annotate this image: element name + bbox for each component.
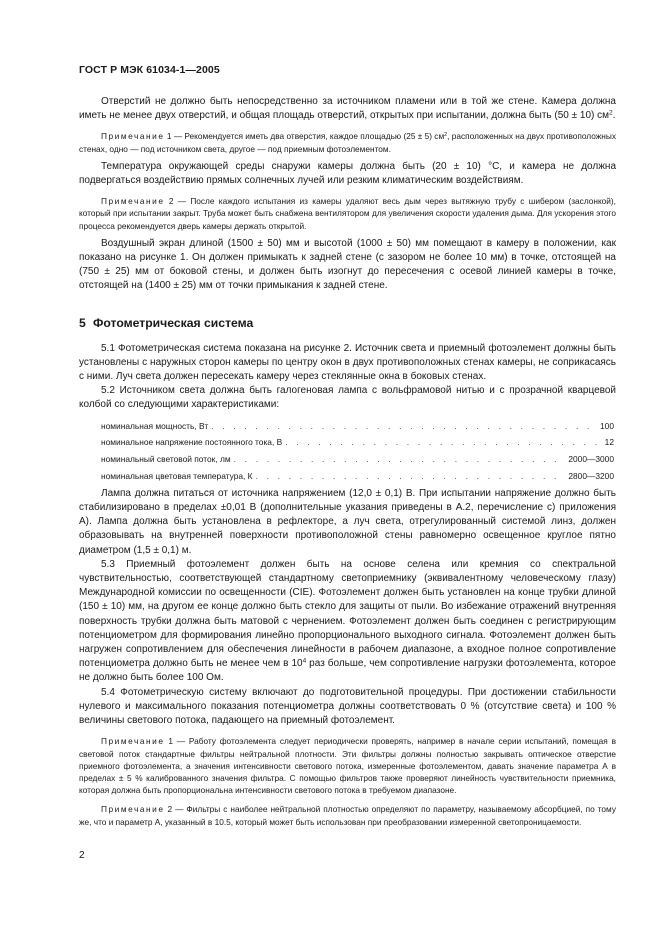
paragraph-5-1: 5.1 Фотометрическая система показана на рисунке 2. Источник света и приемный фотоэлемент должны быть установлены с наружных сторон камеры по центру окон в двух противоположных стенах камеры, не соприкасаясь с ними. Луч света должен пересекать камеру через стеклянные окна в боковых стенах.: [79, 342, 616, 383]
spec-label: номинальный световой поток, лм: [101, 454, 231, 465]
note-label: Примечание: [101, 804, 165, 815]
note-filters: Примечание 2 — Фильтры с наиболее нейтральной плотностью определяют по параметру, называемому абсорбцией, по тому же, что и параметр А, указанный в 10.5, который может быть использован при преобразовании измеренной светопроницаемости.: [79, 804, 616, 827]
section-heading: [79, 316, 616, 330]
dot-leader: [234, 451, 566, 468]
paragraph-lamp-supply: Лампа должна питаться от источника напряжением (12,0 ± 0,1) В. При испытании напряжение должно быть стабилизировано в пределах ±0,01 В (дополнительные указания приведены в А.2, перечисление с) приложения А). Лампа должна быть установлена в рефлекторе, а луч света, отрегулированный системой линз, должен образовывать на внутренней поверхности противоположной стены равномерно освещенное круглое пятно диаметром (1,5 ± 0,1) м.: [79, 487, 616, 556]
spec-value: 12: [604, 437, 614, 448]
note-openings: Примечание 1 — Рекомендуется иметь два отверстия, каждое площадью (25 ± 5) $см^2$, расположенных на двух противоположных стенах, одно — под источником света, другое — под приемным фотоэлементом.: [79, 131, 616, 154]
note-photocell-check: Примечание 1 — Работу фотоэлемента следует периодически проверять, например в начале серии испытаний, помещая в световой поток стандартные фильтры нейтральной плотности. Эти фильтры должны полностью закрывать оптическое отверстие приемного фотоэлемента, а значения интенсивности светового потока, измеренные фотоэлементом, давать значение параметра А в пределах ± 5 % калиброванного значения фильтра. С помощью фильтров также проверяют линейность чувствительности приемника, которая должна быть пропорциональна интенсивности светового потока в требуемом диапазоне.: [79, 736, 616, 796]
spec-value: 2000—3000: [568, 454, 614, 465]
spec-label: номинальная цветовая температура, К: [101, 471, 253, 482]
dot-leader: [211, 418, 597, 435]
spec-row: [79, 434, 616, 451]
page-number: 2: [79, 850, 85, 861]
paragraph-5-2: 5.2 Источником света должна быть галогеновая лампа с вольфрамовой нитью и с прозрачной кварцевой колбой со следующими характеристиками:: [79, 385, 616, 411]
paragraph-openings: Отверстий не должно быть непосредственно за источником пламени или в той же стене. Камера должна иметь не менее двух отверстий, и общая площадь отверстий, открытых при испытании, должна быть (50 ± 10) $см^2$.: [79, 96, 616, 122]
note-smoke-removal: Примечание 2 — После каждого испытания из камеры удаляют весь дым через вытяжную трубу с шибером (заслонкой), который при испытании закрыт. Труба может быть снабжена вентилятором для увеличения скорости удаления дыма. Для ускорения этого процесса рекомендуется дверь камеры держать открытой.: [79, 196, 616, 231]
lamp-spec-list: [79, 418, 616, 485]
spec-label: номинальная мощность, Вт: [101, 420, 209, 431]
document-header: ГОСТ Р МЭК 61034-1—2005: [79, 64, 220, 76]
paragraph-ambient-temperature: Температура окружающей среды снаружи камеры должна быть (20 ± 10) °С, и камера не должна подвергаться воздействию прямых солнечных лучей или резким климатическим воздействиям.: [79, 160, 616, 187]
document-page: [79, 64, 616, 828]
paragraph-air-screen: Воздушный экран длиной (1500 ± 50) мм и высотой (1000 ± 50) мм помещают в камеру в положении, как показано на рисунке 1. Он должен примыкать к задней стене (с зазором не более 10 мм) в точке, отстоящей на (750 ± 25) мм от боковой стены, и должен быть изогнут до пересечения с осевой линией камеры в точке, отстоящей на (1400 ± 25) мм от точки примыкания к задней стене.: [79, 237, 616, 292]
note-label: Примечание: [101, 736, 165, 747]
spec-row: [79, 418, 616, 435]
note-label: Примечание: [101, 131, 165, 142]
paragraph-5-4: 5.4 Фотометрическую систему включают до подготовительной процедуры. При достижении стабильности нулевого и максимального показания потенциометра должны соответствовать 0 % (отсутствие света) и 100 % величины светового потока, падающего на приемный фотоэлемент.: [79, 686, 616, 727]
spec-row: [79, 468, 616, 485]
spec-value: 100: [600, 420, 614, 431]
paragraph-5-3: 5.3 Приемный фотоэлемент должен быть на основе селена или кремния со спектральной чувствительностью, соответствующей стандартному светоприемнику (эквивалентному человеческому глазу) Международной комиссии по освещенности (CIE). Фотоэлемент должен быть установлен на конце трубки длиной (150 ± 10) мм, на другом ее конце должно быть стекло для защиты от пыли. Во избежание отражений внутренняя поверхность трубки должна быть матовой с чернением. Фотоэлемент должен быть соединен с регистрирующим потенциометром для формирования линейно пропорционального выходного сигнала. Фотоэлемент должен быть нагружен сопротивлением для обеспечения линейности в рабочем диапазоне, а входное полное сопротивление потенциометра должно быть не менее чем в $10^4$ раз больше, чем сопротивление нагрузки фотоэлемента, которое не должно быть более 100 Ом.: [79, 558, 616, 684]
section-title: Фотометрическая система: [93, 315, 254, 330]
spec-label: номинальное напряжение постоянного тока, В: [101, 437, 283, 448]
dot-leader: [285, 434, 601, 451]
spec-row: [79, 451, 616, 468]
note-label: Примечание: [101, 196, 165, 207]
dot-leader: [256, 468, 566, 485]
section-number: 5: [79, 315, 86, 330]
spec-value: 2800—3200: [568, 471, 614, 482]
